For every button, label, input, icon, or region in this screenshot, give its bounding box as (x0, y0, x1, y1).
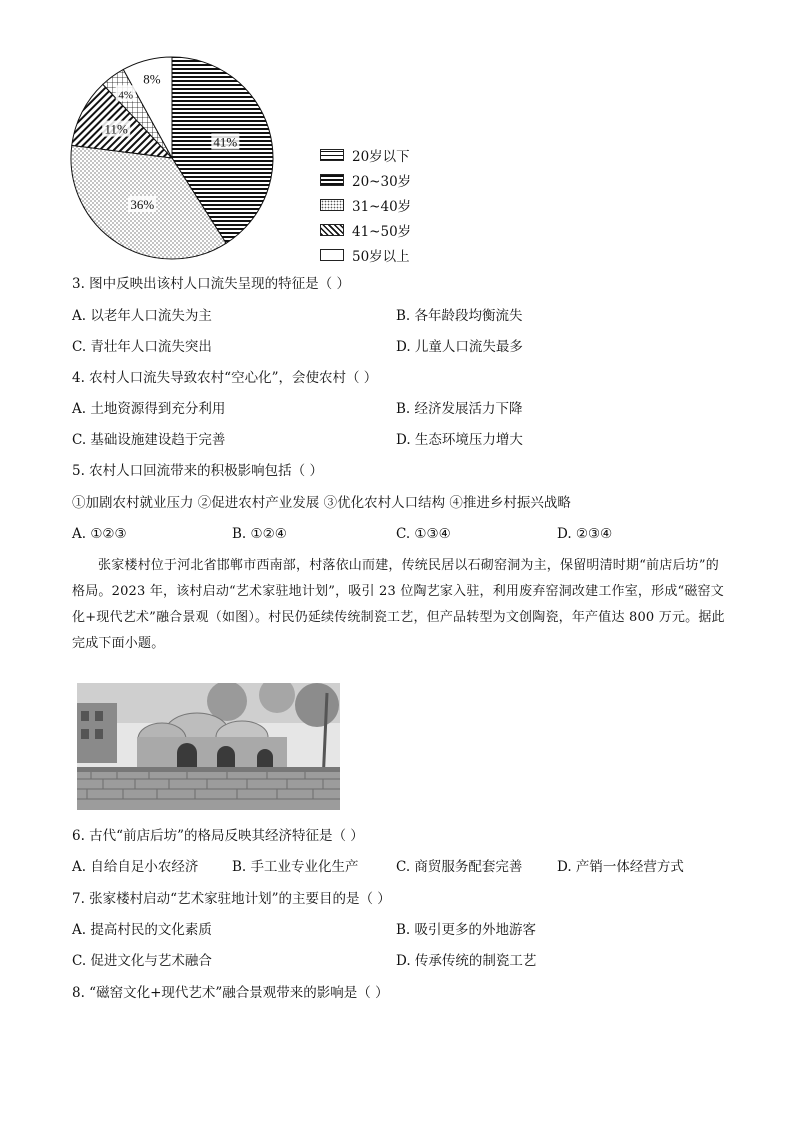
pie-label-4: 8% (143, 71, 161, 87)
legend-swatch-diag (320, 224, 344, 236)
question-7-option-c[interactable]: C. 促进文化与艺术融合 (72, 953, 212, 969)
legend-label: 20岁以下 (352, 149, 410, 165)
question-5-option-d[interactable]: D. ②③④ (557, 526, 613, 542)
question-4-stem: 4. 农村人口流失导致农村“空心化”，会使农村（ ） (72, 370, 378, 386)
question-3-stem: 3. 图中反映出该村人口流失呈现的特征是（ ） (72, 276, 350, 292)
question-5-stem: 5. 农村人口回流带来的积极影响包括（ ） (72, 463, 323, 479)
question-6-option-d[interactable]: D. 产销一体经营方式 (557, 859, 684, 875)
pie-label-0: 41% (213, 134, 238, 150)
question-6-option-c[interactable]: C. 商贸服务配套完善 (396, 859, 523, 875)
question-6-option-a[interactable]: A. 自给自足小农经济 (72, 859, 199, 875)
legend-label: 20~30岁 (352, 174, 412, 190)
legend-label: 41~50岁 (352, 224, 412, 240)
question-5-option-b[interactable]: B. ①②④ (232, 526, 287, 542)
question-7-stem: 7. 张家楼村启动“艺术家驻地计划”的主要目的是（ ） (72, 891, 391, 907)
question-5-option-a[interactable]: A. ①②③ (72, 526, 127, 542)
legend-swatch-grid (320, 149, 344, 161)
legend-label: 50岁以上 (352, 249, 410, 265)
question-5-statements: ①加剧农村就业压力 ②促进农村产业发展 ③优化农村人口结构 ④推进乡村振兴战略 (72, 495, 571, 511)
question-3-option-d[interactable]: D. 儿童人口流失最多 (396, 339, 523, 355)
reading-passage: 张家楼村位于河北省邯郸市西南部，村落依山而建，传统民居以石砌窑洞为主，保留明清时期“前店后坊”的格局。2023 年，该村启动“艺术家驻地计划”，吸引 23 位陶艺家入驻，利用废弃窑洞改建工作室，形成“磁窑文化+现代艺术”融合景观（如图）。村民仍延续传统制瓷工艺，但产品转型为文创陶瓷，年产值达 800 万元。据此完成下面小题。 (72, 558, 725, 651)
question-4-option-b[interactable]: B. 经济发展活力下降 (396, 401, 523, 417)
kiln-landscape-photo (77, 683, 340, 810)
pie-label-1: 36% (130, 196, 155, 212)
question-4-option-d[interactable]: D. 生态环境压力增大 (396, 432, 523, 448)
question-4-option-c[interactable]: C. 基础设施建设趋于完善 (72, 432, 226, 448)
age-pie-chart (62, 52, 282, 262)
legend-item-over50 (320, 246, 410, 264)
legend-item-20-30 (320, 171, 411, 189)
question-4-option-a[interactable]: A. 土地资源得到充分利用 (72, 401, 226, 417)
question-3-option-c[interactable]: C. 青壮年人口流失突出 (72, 339, 212, 355)
question-8-stem: 8. “磁窑文化+现代艺术”融合景观带来的影响是（ ） (72, 985, 389, 1001)
question-6-stem: 6. 古代“前店后坊”的格局反映其经济特征是（ ） (72, 828, 364, 844)
legend-item-under20 (320, 146, 410, 164)
legend-item-31-40 (320, 196, 411, 214)
question-3-option-b[interactable]: B. 各年龄段均衡流失 (396, 308, 523, 324)
question-5-option-c[interactable]: C. ①③④ (396, 526, 451, 542)
legend-swatch-blank (320, 249, 344, 261)
question-7-option-a[interactable]: A. 提高村民的文化素质 (72, 922, 212, 938)
legend-item-41-50 (320, 221, 411, 239)
legend-swatch-dots (320, 199, 344, 211)
pie-label-2: 11% (104, 121, 128, 137)
pie-label-3: 4% (118, 89, 134, 102)
question-7-option-d[interactable]: D. 传承传统的制瓷工艺 (396, 953, 537, 969)
legend-swatch-hlines (320, 174, 344, 186)
question-6-option-b[interactable]: B. 手工业专业化生产 (232, 859, 359, 875)
question-3-option-a[interactable]: A. 以老年人口流失为主 (72, 308, 212, 324)
question-7-option-b[interactable]: B. 吸引更多的外地游客 (396, 922, 537, 938)
legend-label: 31~40岁 (352, 199, 412, 215)
